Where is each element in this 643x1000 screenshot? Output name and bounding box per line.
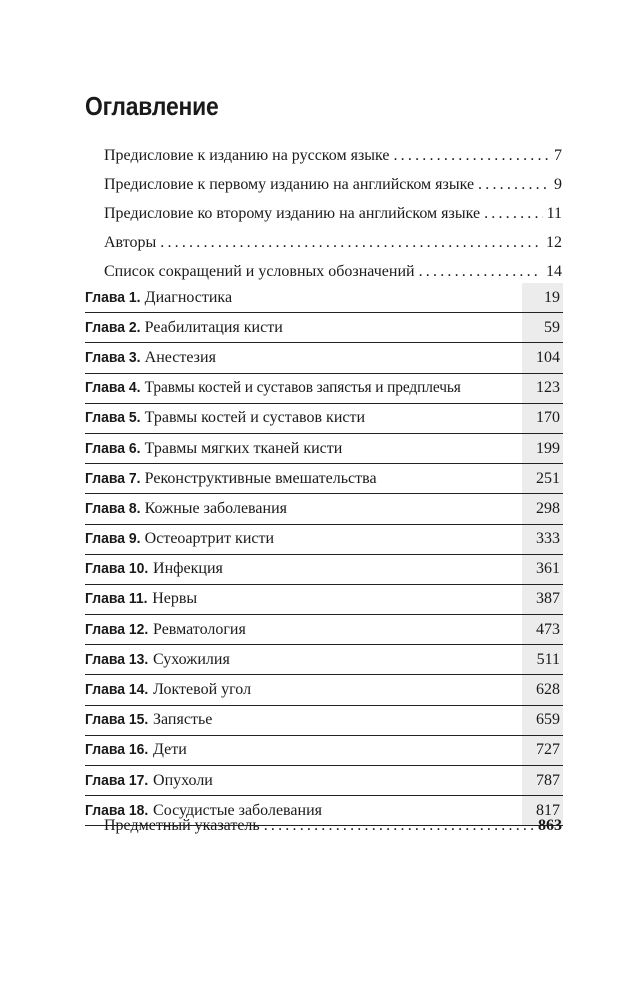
chapter-row[interactable] — [85, 705, 563, 735]
chapter-title: Запястье — [153, 711, 213, 729]
chapter-title-cell — [85, 494, 522, 524]
index-entry[interactable] — [104, 811, 562, 840]
chapter-title-cell — [85, 554, 522, 584]
chapter-label: Глава 7. — [85, 469, 141, 487]
chapter-page: 104 — [522, 343, 563, 373]
chapter-row[interactable] — [85, 464, 563, 494]
chapter-row[interactable] — [85, 675, 563, 705]
chapter-page: 727 — [522, 735, 563, 765]
chapter-title: Реабилитация кисти — [144, 318, 283, 336]
chapter-row[interactable] — [85, 373, 563, 403]
chapter-row[interactable] — [85, 283, 563, 313]
chapter-label: Глава 2. — [85, 318, 141, 336]
chapter-title-cell — [85, 524, 522, 554]
chapter-page: 199 — [522, 433, 563, 463]
chapter-title: Кожные заболевания — [144, 499, 287, 517]
chapter-title: Сосудистые заболевания — [153, 801, 322, 819]
chapter-label: Глава 12. — [85, 620, 149, 638]
chapter-label: Глава 6. — [85, 439, 141, 457]
chapter-row[interactable] — [85, 554, 563, 584]
chapter-row[interactable] — [85, 615, 563, 645]
chapter-title-cell — [85, 735, 522, 765]
chapter-row[interactable] — [85, 403, 563, 433]
chapter-label: Глава 11. — [85, 590, 148, 608]
entry-page: 12 — [546, 233, 562, 251]
chapter-row[interactable] — [85, 584, 563, 614]
chapter-page: 170 — [522, 403, 563, 433]
entry-page: 14 — [546, 262, 562, 280]
entry-page: 11 — [546, 204, 562, 222]
chapter-label: Глава 17. — [85, 771, 149, 789]
chapter-page: 511 — [522, 645, 563, 675]
chapter-title-cell — [85, 584, 522, 614]
chapter-title: Остеоартрит кисти — [144, 530, 275, 548]
chapter-row[interactable] — [85, 343, 563, 373]
chapter-title: Диагностика — [144, 288, 233, 306]
dot-leader — [484, 205, 543, 223]
index-page: 863 — [538, 816, 562, 834]
chapter-title-cell — [85, 645, 522, 675]
chapter-title-cell — [85, 283, 522, 313]
chapter-label: Глава 1. — [85, 288, 141, 306]
chapter-label: Глава 15. — [85, 711, 149, 729]
dot-leader — [478, 176, 550, 194]
chapter-page: 387 — [522, 584, 563, 614]
entry-page: 7 — [554, 146, 562, 164]
chapter-title: Анестезия — [144, 348, 216, 366]
dot-leader — [264, 817, 534, 835]
chapter-title: Сухожилия — [153, 650, 230, 668]
chapter-page: 817 — [522, 796, 563, 826]
chapter-label: Глава 10. — [85, 560, 149, 578]
chapter-page: 19 — [522, 283, 563, 313]
chapter-title: Травмы костей и суставов кисти — [144, 409, 366, 427]
chapter-title-cell — [85, 675, 522, 705]
front-matter-item[interactable] — [104, 228, 562, 257]
chapter-title: Травмы мягких тканей кисти — [144, 439, 343, 457]
chapter-label: Глава 8. — [85, 499, 141, 517]
chapter-page: 251 — [522, 464, 563, 494]
chapter-title-cell — [85, 766, 522, 796]
chapter-title: Травмы костей и суставов запястья и предплечья — [144, 379, 461, 397]
index-title: Предметный указатель — [104, 816, 260, 834]
front-matter-item[interactable] — [104, 141, 562, 170]
entry-title: Список сокращений и условных обозначений — [104, 262, 415, 280]
dot-leader — [160, 234, 542, 252]
chapter-row[interactable] — [85, 524, 563, 554]
chapter-title: Реконструктивные вмешательства — [144, 469, 377, 487]
chapter-label: Глава 13. — [85, 650, 149, 668]
chapter-title-cell — [85, 373, 522, 403]
chapter-page: 59 — [522, 313, 563, 343]
chapter-label: Глава 9. — [85, 530, 141, 548]
chapter-label: Глава 5. — [85, 409, 141, 427]
chapter-title-cell — [85, 705, 522, 735]
chapter-page: 473 — [522, 615, 563, 645]
chapter-title: Опухоли — [153, 771, 213, 789]
chapter-page: 123 — [522, 373, 563, 403]
entry-title: Авторы — [104, 233, 157, 251]
chapter-title-cell — [85, 464, 522, 494]
chapter-title-cell — [85, 615, 522, 645]
chapter-row[interactable] — [85, 433, 563, 463]
entry-title: Предисловие ко второму изданию на английском языке — [104, 204, 481, 222]
chapter-label: Глава 18. — [85, 801, 149, 819]
chapter-label: Глава 16. — [85, 741, 149, 759]
entry-page: 9 — [554, 175, 562, 193]
chapter-row[interactable] — [85, 735, 563, 765]
chapter-label: Глава 4. — [85, 379, 141, 397]
chapter-title-cell — [85, 403, 522, 433]
front-matter-item[interactable] — [104, 199, 562, 228]
entry-title: Предисловие к первому изданию на английском языке — [104, 175, 475, 193]
chapter-label: Глава 3. — [85, 348, 141, 366]
chapter-page: 787 — [522, 766, 563, 796]
chapter-page: 628 — [522, 675, 563, 705]
chapter-table — [85, 283, 563, 826]
dot-leader — [419, 263, 542, 281]
chapter-page: 298 — [522, 494, 563, 524]
front-matter-item[interactable] — [104, 257, 562, 286]
front-matter-list — [104, 141, 562, 286]
chapter-title-cell — [85, 433, 522, 463]
entry-title: Предисловие к изданию на русском языке — [104, 146, 390, 164]
chapter-page: 659 — [522, 705, 563, 735]
chapter-title: Локтевой угол — [153, 681, 252, 699]
chapter-row[interactable] — [85, 313, 563, 343]
front-matter-item[interactable] — [104, 170, 562, 199]
chapter-title-cell — [85, 313, 522, 343]
chapter-title: Инфекция — [153, 560, 223, 578]
dot-leader — [393, 147, 550, 165]
chapter-row[interactable] — [85, 645, 563, 675]
chapter-page: 333 — [522, 524, 563, 554]
page-title: Оглавление — [85, 91, 219, 121]
chapter-title: Дети — [153, 741, 187, 759]
chapter-row[interactable] — [85, 766, 563, 796]
chapter-page: 361 — [522, 554, 563, 584]
chapter-row[interactable] — [85, 494, 563, 524]
chapter-title: Ревматология — [153, 620, 246, 638]
chapter-label: Глава 14. — [85, 681, 149, 699]
chapter-title: Нервы — [152, 590, 198, 608]
chapter-title-cell — [85, 343, 522, 373]
